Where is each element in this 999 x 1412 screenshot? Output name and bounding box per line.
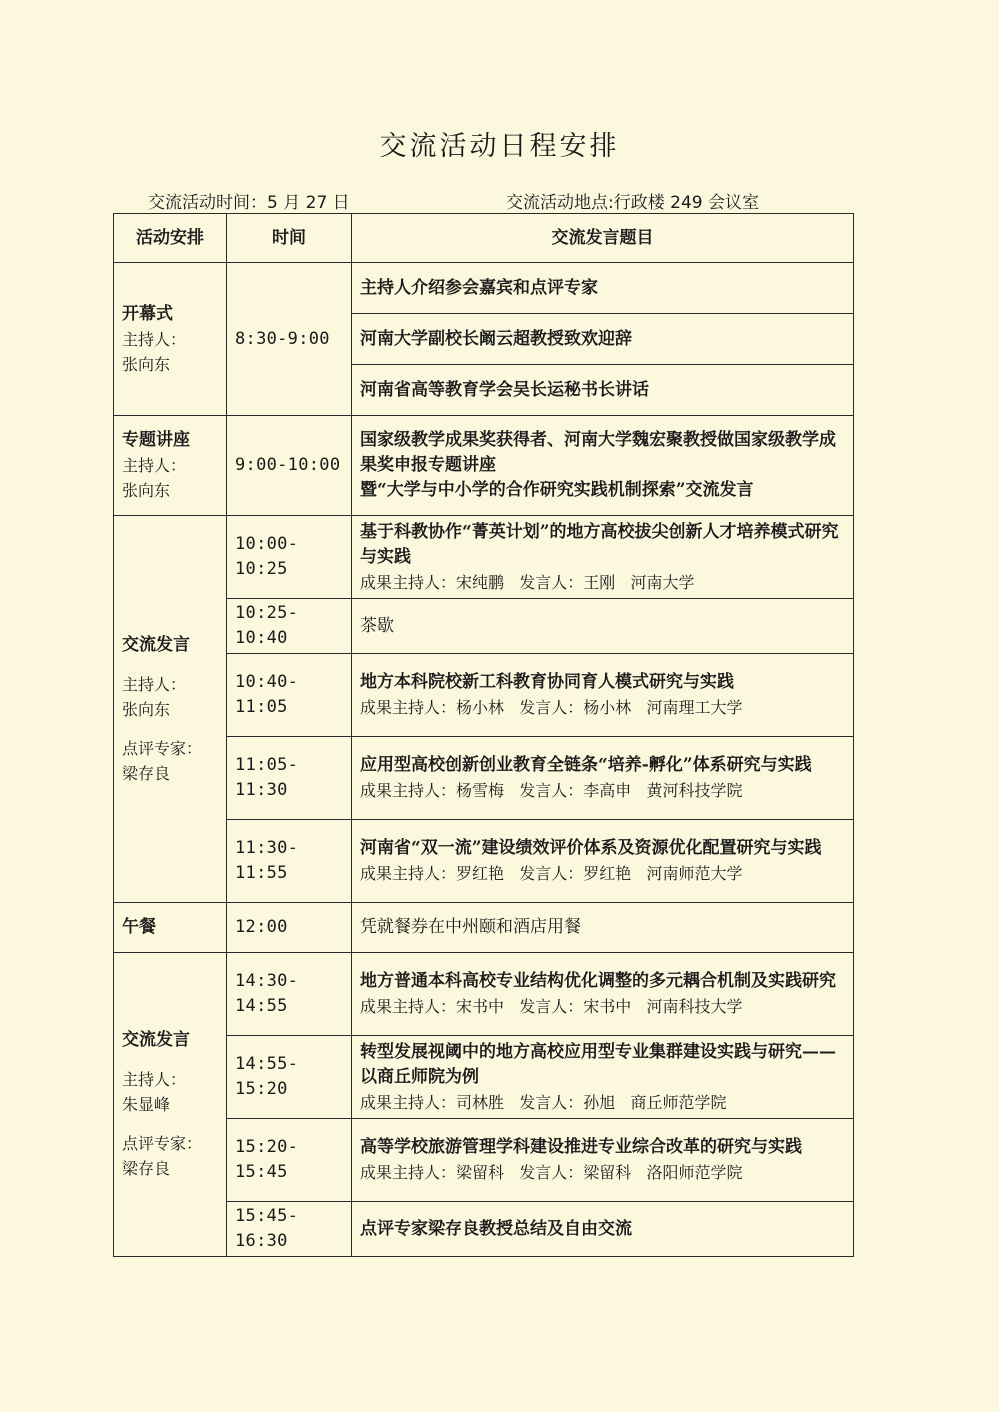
host-label: 主持人： [122,674,187,694]
topic-title: 地方本科院校新工科教育协同育人模式研究与实践 [360,672,734,692]
event-place: 交流活动地点:行政楼 249 会议室 [506,193,759,213]
topic-cell [352,1202,854,1257]
topic-credit: 成果主持人：宋书中 发言人：宋书中 河南科技大学 [360,997,743,1016]
header-row [114,214,854,263]
activity-title: 交流发言 [122,1030,190,1050]
activity-title: 专题讲座 [122,430,190,450]
time-cell: 15:20-15:45 [227,1119,352,1202]
activity-title: 开幕式 [122,303,173,324]
topic-cell [352,953,854,1036]
activity-cell-exchange-1 [114,516,227,903]
topic-credit: 成果主持人：罗红艳 发言人：罗红艳 河南师范大学 [360,864,743,883]
topic-title: 转型发展视阈中的地方高校应用型专业集群建设实践与研究——以商丘师院为例 [360,1041,836,1087]
table-row [114,953,854,1036]
header-activity: 活动安排 [114,214,227,263]
header-topic: 交流发言题目 [352,214,854,263]
header-time: 时间 [227,214,352,263]
topic-credit: 成果主持人：杨雪梅 发言人：李高申 黄河科技学院 [360,781,743,800]
host-name: 张向东 [122,354,171,374]
topic-title: 基于科教协作“菁英计划”的地方高校拔尖创新人才培养模式研究与实践 [360,521,839,567]
time-cell: 15:45-16:30 [227,1202,352,1257]
time-cell: 10:25-10:40 [227,599,352,654]
topic-cell [352,416,854,516]
time-cell: 11:05-11:30 [227,737,352,820]
topic-title: 河南大学副校长阚云超教授致欢迎辞 [360,328,632,349]
topic-credit: 成果主持人：司林胜 发言人：孙旭 商丘师范学院 [360,1092,727,1112]
reviewer-label: 点评专家： [122,1134,203,1153]
host-label: 主持人： [122,1070,187,1089]
topic-cell [352,1036,854,1119]
page-title: 交流活动日程安排 [379,131,620,162]
reviewer-name: 梁存良 [122,763,171,783]
time-cell: 11:30-11:55 [227,820,352,903]
reviewer-label: 点评专家： [122,738,203,758]
topic-cell [352,599,854,654]
topic-cell [352,365,854,416]
activity-cell-exchange-2 [114,953,227,1257]
host-name: 张向东 [122,481,171,500]
topic-cell [352,903,854,953]
activity-title: 午餐 [122,917,156,937]
topic-title: 应用型高校创新创业教育全链条“培养-孵化”体系研究与实践 [360,755,812,775]
topic-cell [352,737,854,820]
table-row [114,903,854,953]
topic-credit: 成果主持人：梁留科 发言人：梁留科 洛阳师范学院 [360,1163,743,1182]
schedule-table [113,213,854,1257]
topic-title: 河南省“双一流”建设绩效评价体系及资源优化配置研究与实践 [360,838,822,858]
host-name: 张向东 [122,699,171,719]
host-label: 主持人： [122,329,187,349]
topic-cell [352,654,854,737]
time-cell: 14:55-15:20 [227,1036,352,1119]
time-cell: 8:30-9:00 [227,263,352,416]
activity-title: 交流发言 [122,634,190,655]
topic-title: 国家级教学成果奖获得者、河南大学魏宏聚教授做国家级教学成果奖申报专题讲座 [360,430,836,475]
topic-credit: 成果主持人：宋纯鹏 发言人：王刚 河南大学 [360,572,695,592]
topic-title: 高等学校旅游管理学科建设推进专业综合改革的研究与实践 [360,1137,802,1157]
topic-title: 主持人介绍参会嘉宾和点评专家 [360,277,598,298]
time-cell: 14:30-14:55 [227,953,352,1036]
reviewer-name: 梁存良 [122,1159,171,1178]
topic-cell [352,1119,854,1202]
table-row [114,516,854,599]
activity-cell-lunch [114,903,227,953]
table-row [114,263,854,314]
time-cell: 12:00 [227,903,352,953]
topic-title: 河南省高等教育学会吴长运秘书长讲话 [360,379,649,400]
topic-cell [352,820,854,903]
topic-credit: 成果主持人：杨小林 发言人：杨小林 河南理工大学 [360,698,743,717]
topic-cell [352,263,854,314]
topic-title: 点评专家梁存良教授总结及自由交流 [360,1218,632,1239]
time-cell: 10:40-11:05 [227,654,352,737]
event-time: 交流活动时间：5 月 27 日 [148,193,350,213]
table-row [114,416,854,516]
topic-cell [352,516,854,599]
host-name: 朱显峰 [122,1095,171,1114]
time-cell: 9:00-10:00 [227,416,352,516]
topic-title: 地方普通本科高校专业结构优化调整的多元耦合机制及实践研究 [360,971,836,991]
topic-title: 暨“大学与中小学的合作研究实践机制探索”交流发言 [360,480,754,500]
time-cell: 10:00-10:25 [227,516,352,599]
host-label: 主持人： [122,456,187,475]
topic-title: 凭就餐券在中州颐和酒店用餐 [360,917,581,937]
activity-cell-lecture [114,416,227,516]
activity-cell-opening [114,263,227,416]
topic-title: 茶歇 [360,615,394,636]
topic-cell [352,314,854,365]
